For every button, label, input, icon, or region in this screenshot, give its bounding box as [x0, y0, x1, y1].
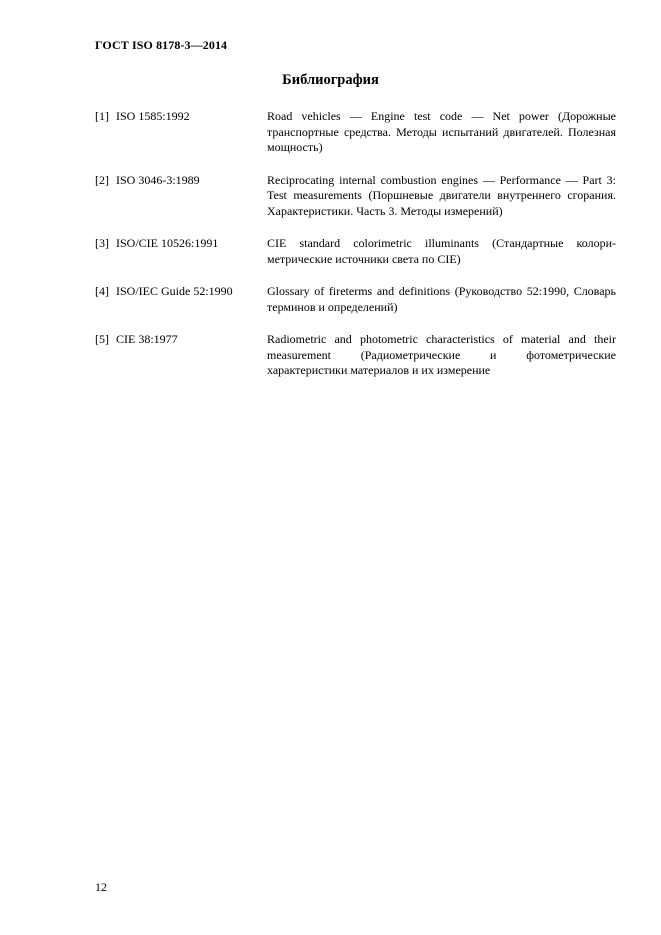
reference-number: [3] [95, 236, 109, 250]
reference-code: ISO 3046-3:1989 [116, 172, 200, 187]
reference-item [95, 109, 616, 156]
reference-number: [4] [95, 284, 109, 298]
reference-item [95, 236, 616, 267]
reference-list [95, 109, 616, 379]
page-number: 12 [95, 880, 107, 894]
reference-item [95, 173, 616, 220]
reference-description: Radiometric and photometric characteristics of material and their measurement (Радиометрические и фотометрические характеристики материалов и их измерение [267, 332, 616, 377]
bibliography-title: Библиография [282, 72, 379, 88]
reference-description: Glossary of fireterms and definitions (Руководство 52:1990, Словарь терминов и определений) [267, 284, 616, 314]
reference-description: Road vehicles — Engine test code — Net power (Дорожные транспортные средства. Методы испытаний двигателей. Полезная мощность) [267, 109, 616, 154]
reference-number: [2] [95, 172, 109, 187]
reference-code: CIE 38:1977 [116, 332, 178, 346]
reference-description: Reciprocating internal combustion engines — Performance — Part 3: Test measurements (Поршневые двигатели внутреннего сгорания. Характеристики. Часть 3. Методы измерений) [267, 172, 616, 218]
reference-description: CIE standard colorimetric illuminants (Стандартные колориметрические источники света по CIE) [267, 236, 616, 266]
reference-number: [5] [95, 332, 109, 346]
document-code: ГОСТ ISO 8178-3—2014 [95, 38, 228, 52]
reference-code: ISO/IEC Guide 52:1990 [116, 284, 233, 298]
reference-code: ISO 1585:1992 [116, 109, 190, 123]
reference-number: [1] [95, 109, 109, 123]
reference-item [95, 284, 616, 315]
reference-code: ISO/CIE 10526:1991 [116, 236, 219, 250]
reference-item [95, 332, 616, 379]
